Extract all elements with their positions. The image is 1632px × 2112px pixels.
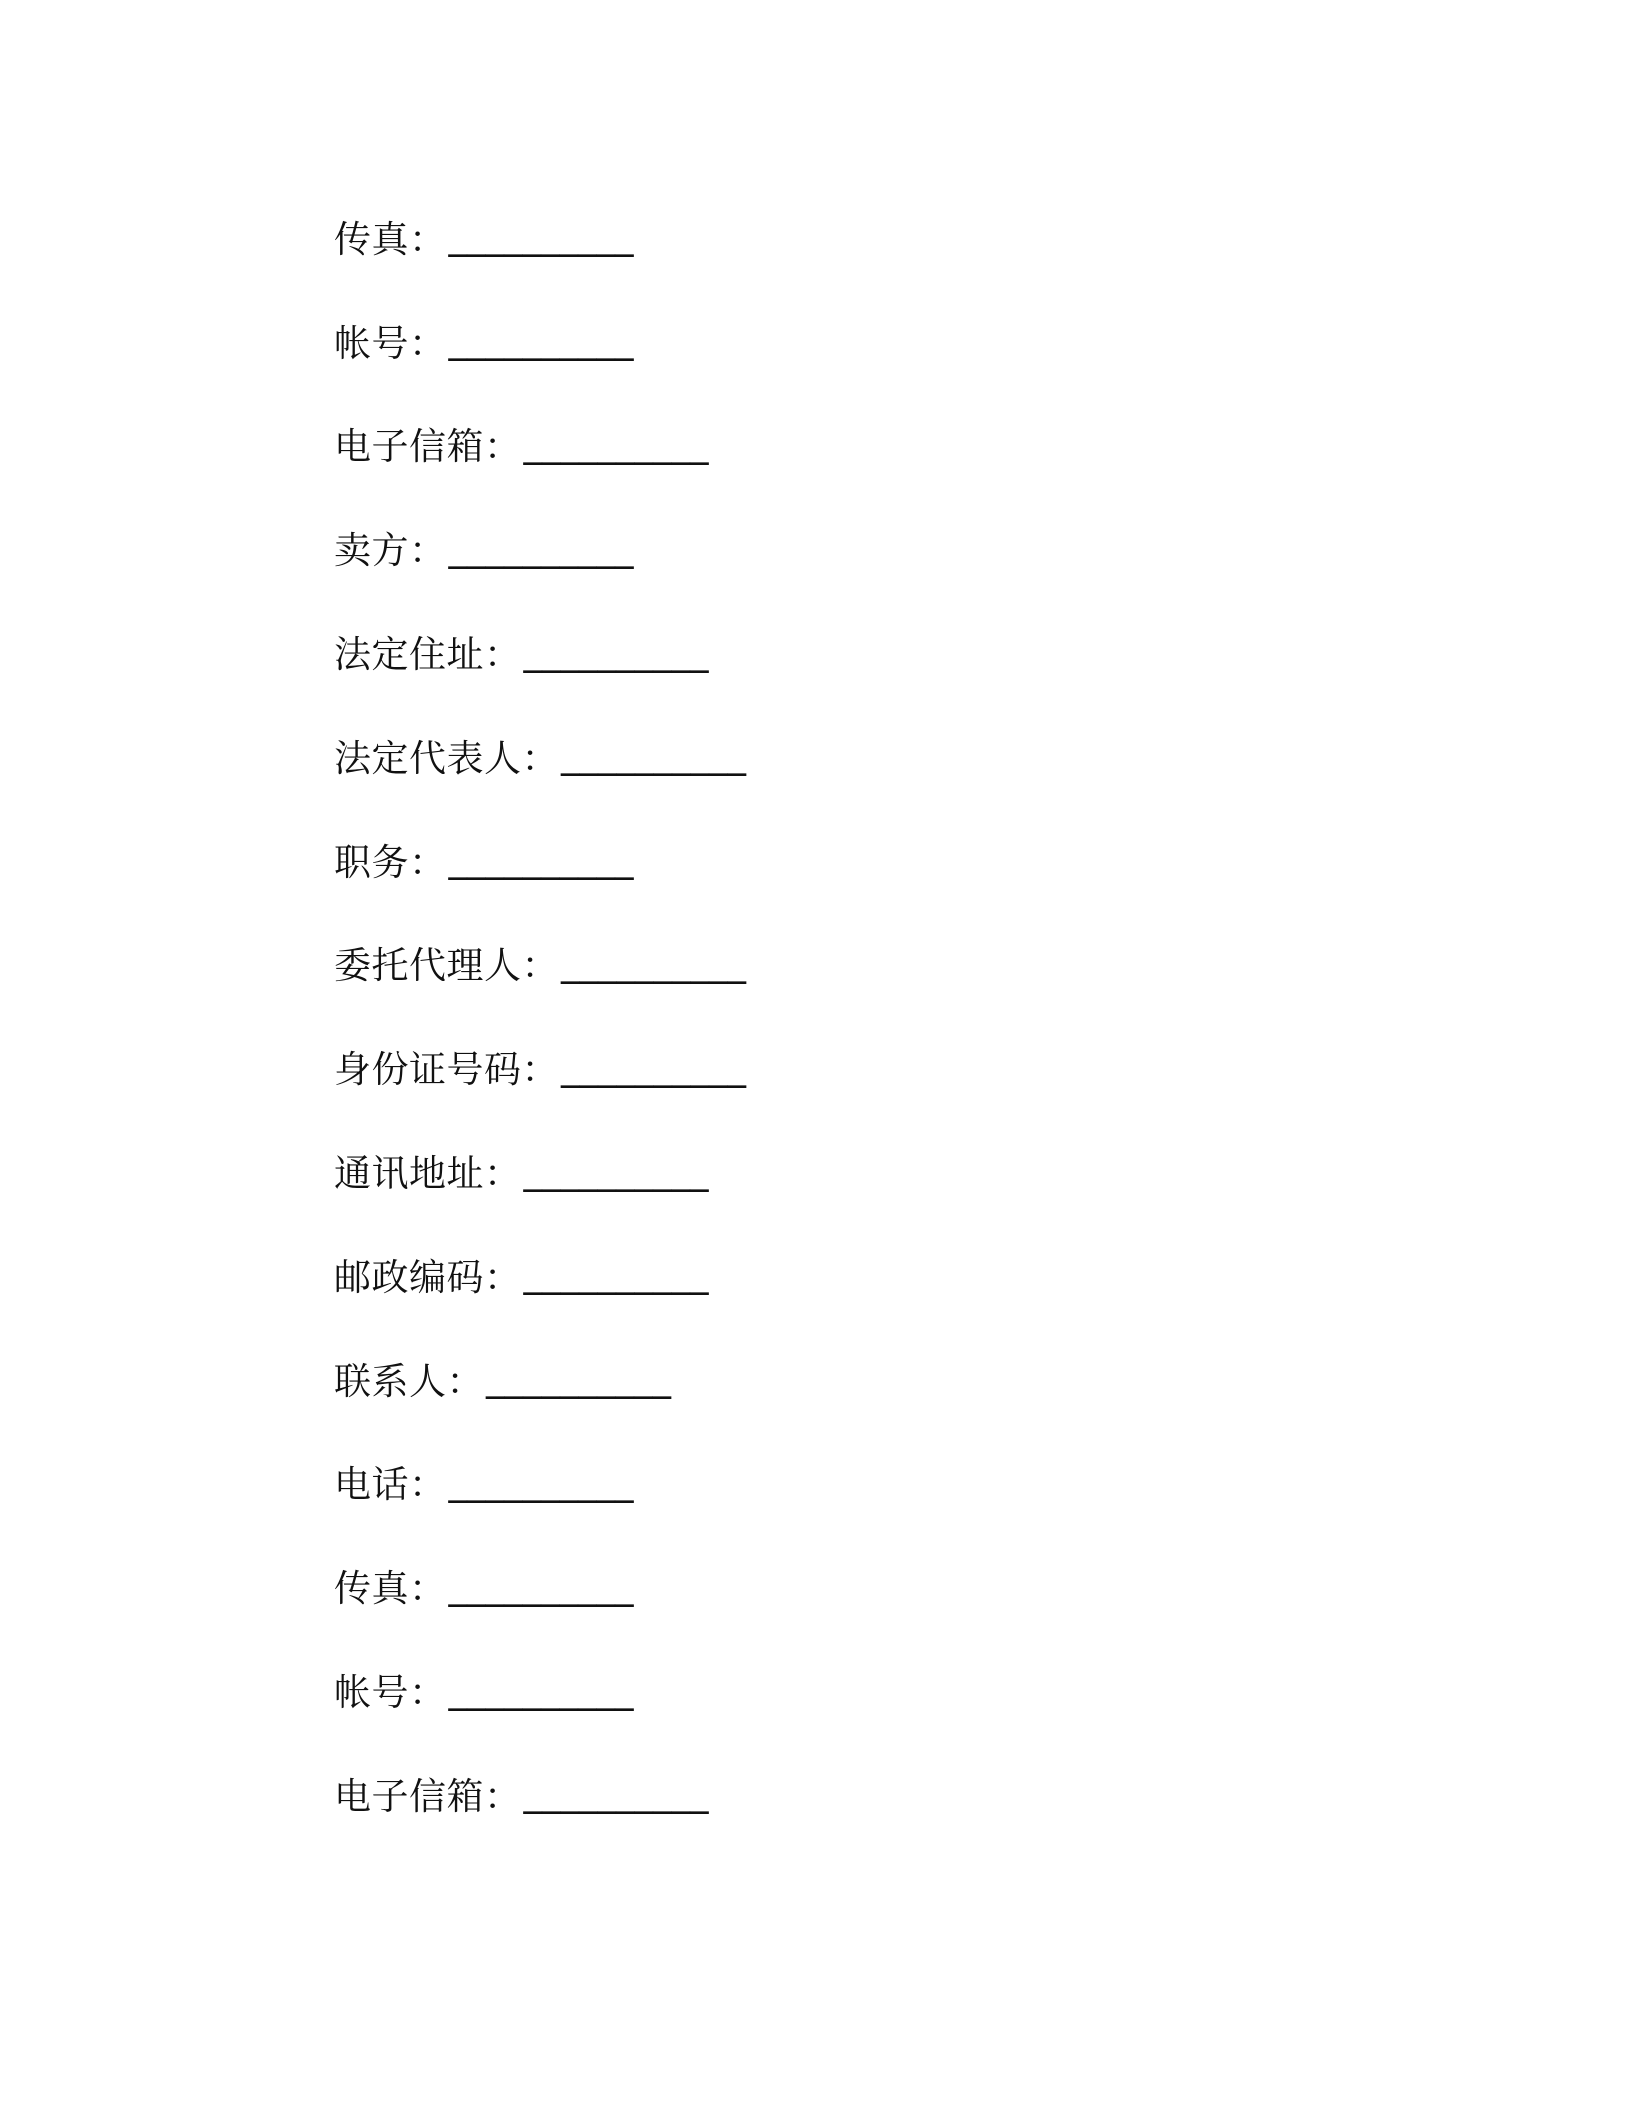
fill-in-blank: __________ <box>448 525 634 569</box>
fill-in-blank: __________ <box>523 421 709 465</box>
field-seller <box>334 495 746 599</box>
fill-in-blank: __________ <box>448 1563 634 1607</box>
field-label: 传真： <box>334 1567 447 1611</box>
field-label: 法定代表人： <box>334 736 559 780</box>
field-label: 传真： <box>334 217 447 261</box>
field-label: 帐号： <box>334 1671 447 1715</box>
field-fax <box>334 1533 746 1637</box>
field-phone <box>334 1430 746 1534</box>
field-label: 法定住址： <box>334 633 522 677</box>
fill-in-blank: __________ <box>448 214 634 258</box>
field-label: 联系人： <box>334 1359 484 1403</box>
field-label: 身份证号码： <box>334 1048 559 1092</box>
fill-in-blank: __________ <box>561 1044 746 1088</box>
field-fax <box>334 184 746 288</box>
field-account <box>334 288 746 392</box>
field-postal-code <box>334 1222 746 1326</box>
field-label: 通讯地址： <box>334 1152 522 1196</box>
fill-in-blank: __________ <box>523 1252 709 1296</box>
field-contact-person <box>334 1326 746 1430</box>
field-email <box>334 1741 746 1845</box>
field-label: 卖方： <box>334 529 447 573</box>
field-authorized-agent <box>334 911 746 1015</box>
fill-in-blank: __________ <box>561 940 746 984</box>
fill-in-blank: __________ <box>523 629 709 673</box>
fill-in-blank: __________ <box>523 1148 709 1192</box>
fill-in-blank: __________ <box>448 1459 634 1503</box>
field-label: 电子信箱： <box>334 1774 522 1818</box>
field-label: 委托代理人： <box>334 944 559 988</box>
field-position <box>334 807 746 911</box>
fill-in-blank: __________ <box>448 837 634 881</box>
field-label: 电话： <box>334 1463 447 1507</box>
field-label: 电子信箱： <box>334 425 522 469</box>
field-mailing-address <box>334 1118 746 1222</box>
field-id-number <box>334 1014 746 1118</box>
field-label: 邮政编码： <box>334 1255 522 1299</box>
fill-in-blank: __________ <box>561 733 746 777</box>
field-email <box>334 392 746 496</box>
field-legal-representative <box>334 703 746 807</box>
fill-in-blank: __________ <box>448 1667 634 1711</box>
fill-in-blank: __________ <box>486 1356 671 1400</box>
field-account <box>334 1637 746 1741</box>
fill-in-blank: __________ <box>523 1771 709 1815</box>
field-label: 职务： <box>334 840 447 884</box>
field-legal-address <box>334 599 746 703</box>
contact-field-list <box>334 184 746 1845</box>
fill-in-blank: __________ <box>448 318 634 362</box>
field-label: 帐号： <box>334 321 447 365</box>
